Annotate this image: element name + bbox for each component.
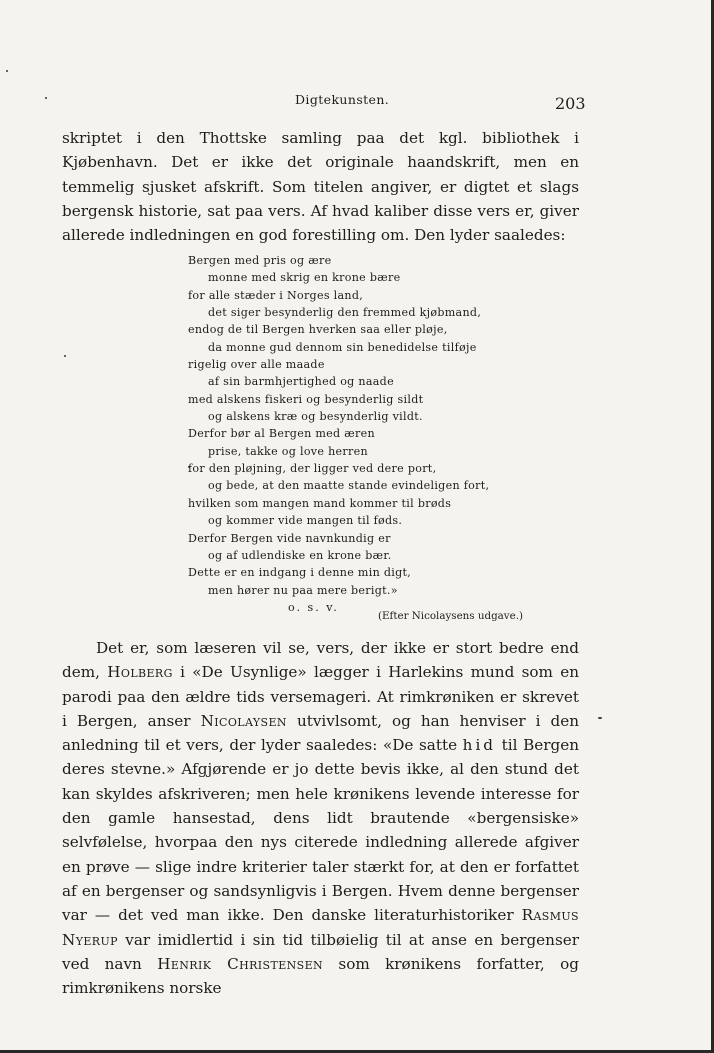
main-paragraph [62,636,579,1000]
poem-line: monne med skrig en krone bære [208,271,401,285]
poem-line: det siger besynderlig den fremmed kjøbmand, [208,306,482,320]
poem-line: hvilken som mangen mand kommer til brøds [188,496,452,510]
poem-line: for alle stæder i Norges land, [188,288,364,302]
text-run: som krønikens forfatter, og rimkrønikens norske [62,954,579,998]
poem-line: Bergen med pris og ære [188,254,332,267]
text-run: i «De Usynlige» lægger i Harlekins mund som en parodi paa den ældre tids versemageri. At rimkrøniken er skrevet i Bergen, anser [62,663,579,730]
paper-speck [598,717,602,719]
paper-speck [45,97,47,99]
author-name-nyerup: Rasmus Nyerup [62,906,579,949]
poem-line: endog de til Bergen hverken saa eller pløje, [188,323,448,337]
poem-block [188,252,518,616]
paper-speck [64,355,66,357]
poem-line: med alskens fiskeri og besynderlig sildt [188,392,424,406]
poem-line: og af udlendiske en krone bær. [208,548,392,562]
poem-line: Derfor Bergen vide navnkundig er [188,531,391,545]
text-run: var imidlertid i sin tid tilbøielig til at anse en bergenser ved navn [62,930,579,973]
poem-line: Derfor bør al Bergen med æren [188,427,375,441]
poem-line: da monne gud dennom sin benedidelse tilføje [208,340,477,354]
emphasized-word: hid [462,736,497,755]
intro-paragraph: skriptet i den Thottske samling paa det kgl. bibliothek i Kjøbenhavn. Det er ikke det originale haandskrift, men en temmelig sjusket afskrift. Som titelen angiver, er digtet et slags bergensk historie, sat paa vers. Af hvad kaliber disse vers er, giver allerede indledningen en god forestilling om. Den lyder saaledes: [62,129,579,245]
poem-source-note: (Efter Nicolaysens udgave.) [378,610,524,622]
poem-line: og bede, at den maatte stande evindeligen fort, [208,479,490,493]
author-name-holberg: Holberg [107,663,173,682]
poem-line: for den pløjning, der ligger ved dere port, [188,462,437,476]
poem-line: og alskens kræ og besynderlig vildt. [208,410,423,424]
poem-line: af sin barmhjertighed og naade [208,375,394,389]
page-number: 203 [555,94,586,113]
paper-speck [6,70,8,72]
poem-line: rigelig over alle maade [188,358,325,372]
author-name-nicolaysen: Nicolaysen [200,711,287,730]
text-run: utvivlsomt, og han henviser i den anledning til et vers, der lyder saaledes: «De satte [62,711,580,755]
poem-line: prise, takke og love herren [208,444,368,458]
text-run: til Bergen deres stevne.» Afgjørende er jo dette bevis ikke, al den stund det kan skyldes afskriveren; men hele krønikens levende interesse for den gamle hansestad, dens lidt brautende «bergensiske» selvfølelse, hvorpaa den nys citerede indledning allerede afgiver en prøve — slige indre kriterier taler stærkt for, at den er forfattet af en bergenser og sandsynligvis i Bergen. Hvem denne bergenser var — det ved man ikke. Den danske literaturhistoriker [62,736,579,925]
poem-ending: o. s. v. [288,600,339,614]
author-name-christensen: Henrik Christensen [157,954,324,973]
poem-line: og kommer vide mangen til føds. [208,514,403,528]
running-title: Digtekunsten. [295,92,390,107]
poem-line: men hører nu paa mere berigt.» [208,583,398,597]
text-run: Det er, som læseren vil se, vers, der ikke er stort bedre end dem, [62,639,579,682]
poem-line: Dette er en indgang i denne min digt, [188,566,412,580]
